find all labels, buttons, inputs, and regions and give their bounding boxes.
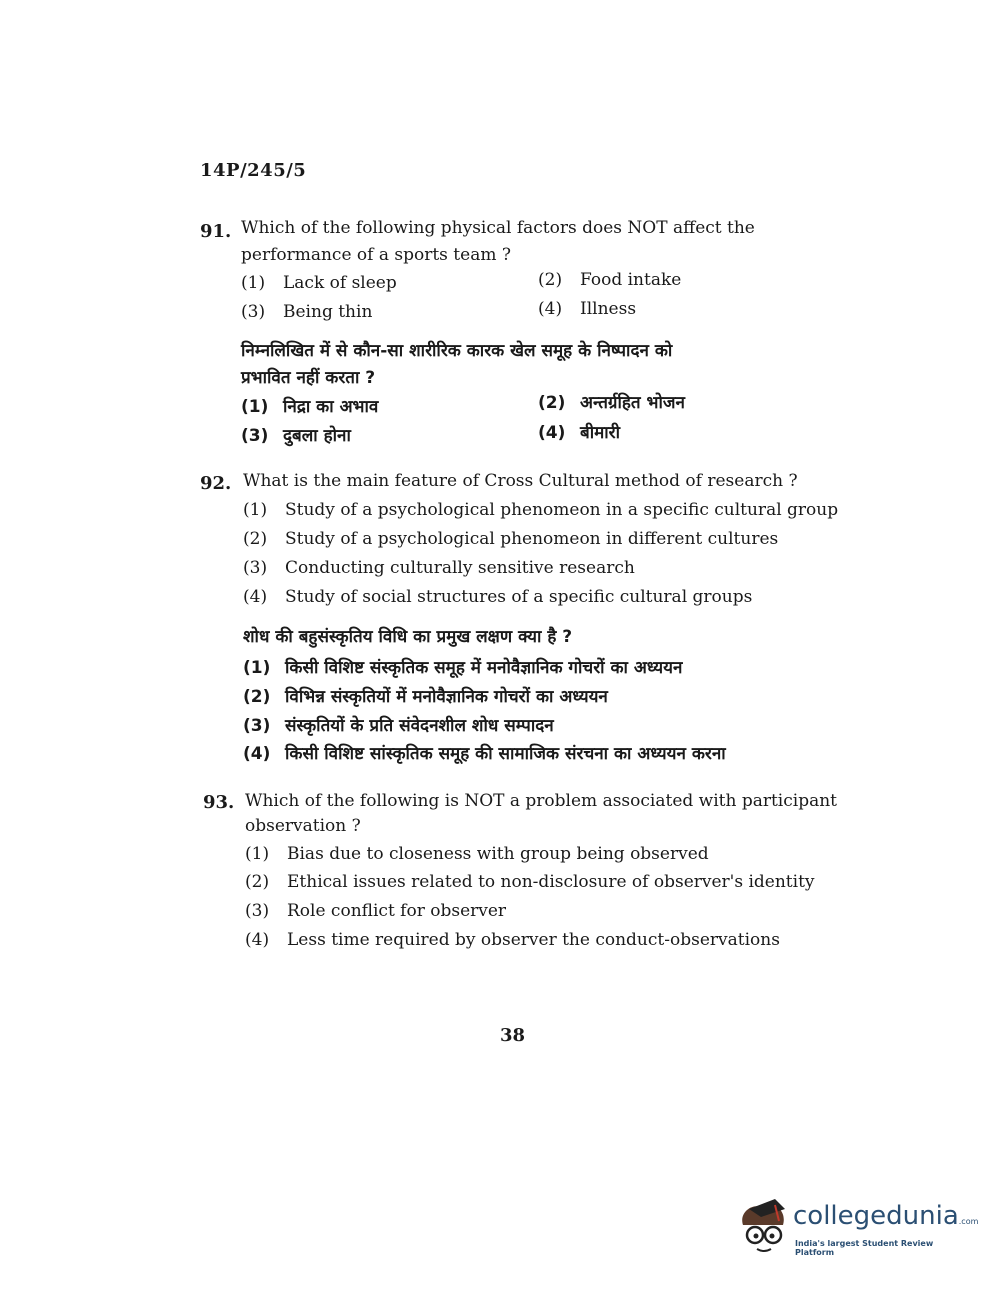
question-text-hindi-line2: प्रभावित नहीं करता ? (241, 368, 376, 388)
option-3: (3) Being thin (241, 302, 373, 322)
option-4: (4) Illness (538, 299, 637, 319)
mascot-icon (735, 1195, 791, 1257)
question-text-hindi-line1: निम्नलिखित में से कौन-सा शारीरिक कारक खेल समूह के निष्पादन को (241, 341, 673, 361)
option-hindi-4: (4) किसी विशिष्ट सांस्कृतिक समूह की सामाजिक संरचना का अध्ययन करना (243, 744, 726, 764)
option-2: (2) Study of a psychological phenomeon in different cultures (243, 529, 779, 549)
question-text: What is the main feature of Cross Cultural method of research ? (243, 471, 798, 491)
question-number: 93. (203, 792, 235, 813)
question-text-line1: Which of the following is NOT a problem associated with participant (245, 791, 838, 811)
option-hindi-1: (1) निद्रा का अभाव (241, 397, 379, 417)
option-4: (4) Study of social structures of a specific cultural groups (243, 587, 753, 607)
option-hindi-3: (3) दुबला होना (241, 426, 351, 446)
option-hindi-2: (2) अन्तर्ग्रहित भोजन (538, 393, 685, 413)
question-number: 92. (200, 473, 232, 494)
option-2: (2) Ethical issues related to non-disclosure of observer's identity (245, 872, 815, 892)
option-hindi-1: (1) किसी विशिष्ट संस्कृतिक समूह में मनोवैज्ञानिक गोचरों का अध्ययन (243, 658, 683, 678)
option-hindi-3: (3) संस्कृतियों के प्रति संवेदनशील शोध सम्पादन (243, 716, 554, 736)
question-text-line2: performance of a sports team ? (241, 245, 511, 265)
question-text-hindi: शोध की बहुसंस्कृतिय विधि का प्रमुख लक्षण क्या है ? (243, 627, 573, 647)
question-text-line2: observation ? (245, 816, 361, 836)
logo-suffix: .com (958, 1217, 979, 1226)
option-1: (1) Study of a psychological phenomeon in a specific cultural group (243, 500, 839, 520)
logo-tagline: India's largest Student Review Platform (795, 1239, 934, 1257)
option-4: (4) Less time required by observer the conduct-observations (245, 930, 780, 950)
paper-code: 14P/245/5 (200, 160, 307, 181)
option-1: (1) Bias due to closeness with group being observed (245, 844, 709, 864)
logo-wordmark: collegedunia (793, 1201, 959, 1231)
question-number: 91. (200, 221, 232, 242)
option-hindi-2: (2) विभिन्न संस्कृतियों में मनोवैज्ञानिक गोचरों का अध्ययन (243, 687, 608, 707)
collegedunia-logo (735, 1195, 979, 1257)
option-3: (3) Conducting culturally sensitive research (243, 558, 635, 578)
option-3: (3) Role conflict for observer (245, 901, 507, 921)
page-number: 38 (500, 1025, 526, 1046)
option-hindi-4: (4) बीमारी (538, 423, 621, 443)
option-1: (1) Lack of sleep (241, 273, 397, 293)
question-text-line1: Which of the following physical factors does NOT affect the (241, 218, 755, 238)
option-2: (2) Food intake (538, 270, 682, 290)
